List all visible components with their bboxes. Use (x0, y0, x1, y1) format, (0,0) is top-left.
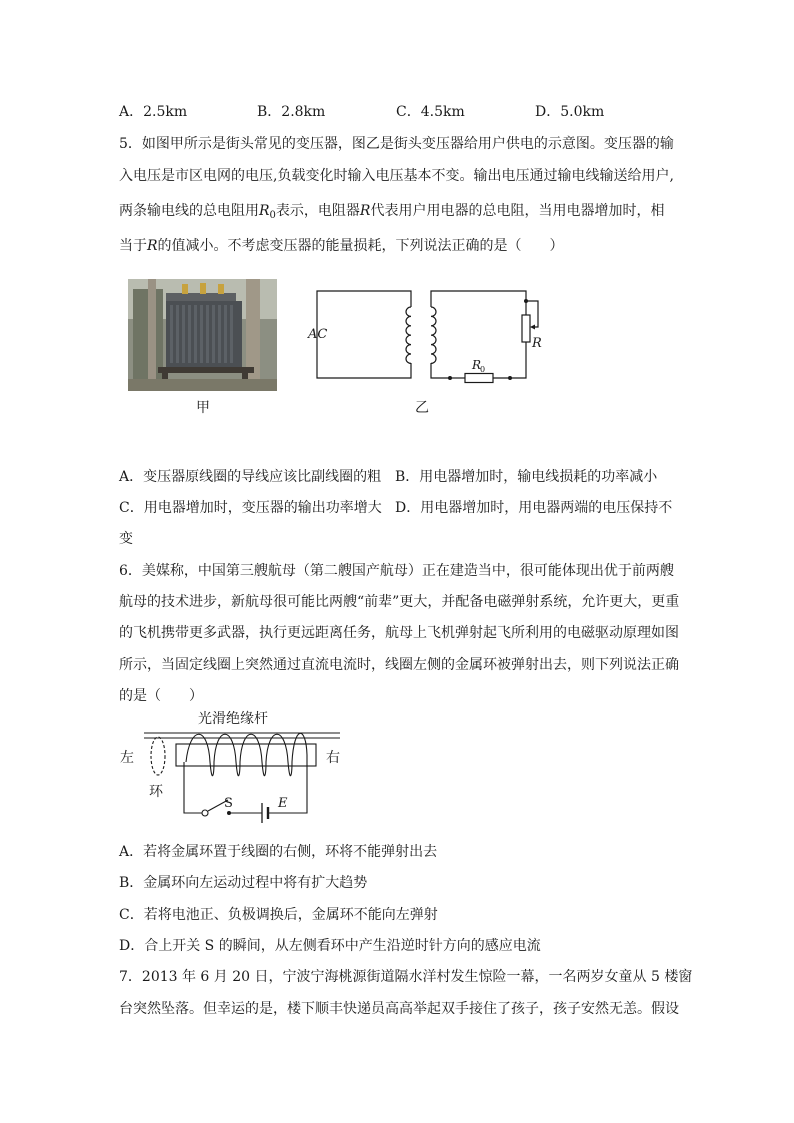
circuit-label-r: R (532, 336, 542, 351)
q4-option-b: B．2.8km (257, 104, 326, 120)
label-insulating-rod: 光滑绝缘杆 (198, 711, 268, 727)
q5-option-a: A．变压器原线圈的导线应该比副线圈的粗 (119, 469, 382, 485)
q6-option-c: C．若将电池正、负极调换后，金属环不能向左弹射 (119, 907, 438, 923)
q7-text-line-2: 台突然坠落。但幸运的是，楼下顺丰快递员高高举起双手接住了孩子，孩子安然无恙。假设 (119, 1001, 679, 1017)
transformer-photo (128, 279, 277, 391)
electromagnetic-launch-diagram (110, 705, 360, 833)
figure-label-yi: 乙 (415, 400, 429, 416)
label-switch-s: S (224, 796, 233, 811)
circuit-label-r0-subscript: 0 (480, 365, 486, 374)
q7-text-line-1: 7．2013 年 6 月 20 日，宁波宁海桃源街道隔水洋村发生惊险一幕，一名两岁女童从 5 楼窗 (119, 969, 693, 985)
q6-option-d: D．合上开关 S 的瞬间，从左侧看环中产生沿逆时针方向的感应电流 (119, 938, 541, 954)
circuit-label-r0: R (472, 358, 482, 372)
transformer-circuit-diagram (300, 285, 560, 387)
q5-option-b: B．用电器增加时，输电线损耗的功率减小 (395, 469, 658, 485)
q4-option-a: A．2.5km (119, 104, 188, 120)
label-ring: 环 (149, 784, 163, 800)
label-left: 左 (120, 750, 134, 766)
q6-text-line-2: 航母的技术进步，新航母很可能比两艘“前辈”更大，并配备电磁弹射系统，允许更大，更重 (119, 594, 680, 610)
q5-text-line-1: 5．如图甲所示是街头常见的变压器，图乙是街头变压器给用户供电的示意图。变压器的输 (119, 136, 674, 152)
circuit-label-ac: AC (308, 327, 328, 342)
q6-text-line-3: 的飞机携带更多武器，执行更远距离任务，航母上飞机弹射起飞所利用的电磁驱动原理如图 (119, 625, 679, 641)
q4-option-c: C．4.5km (396, 104, 465, 120)
q5-option-c: C．用电器增加时，变压器的输出功率增大 (119, 500, 382, 516)
q4-option-d: D．5.0km (535, 104, 605, 120)
q5-text-line-3: 两条输电线的总电阻用$R_0$表示，电阻器R代表用户用电器的总电阻，当用电器增加时，相 (119, 203, 665, 221)
q5-text-line-4: 当于R的值减小。不考虑变压器的能量损耗，下列说法正确的是（ ） (119, 238, 564, 254)
q5-option-d: D．用电器增加时，用电器两端的电压保持不 (395, 500, 673, 516)
q6-text-line-1: 6．美媒称，中国第三艘航母（第二艘国产航母）正在建造当中，很可能体现出优于前两艘 (119, 563, 674, 579)
q5-option-d-continued: 变 (119, 531, 133, 547)
q6-text-line-4: 所示，当固定线圈上突然通过直流电流时，线圈左侧的金属环被弹射出去，则下列说法正确 (119, 657, 679, 673)
label-battery-e: E (278, 796, 288, 811)
figure-label-jia: 甲 (196, 400, 210, 416)
q6-option-b: B．金属环向左运动过程中将有扩大趋势 (119, 875, 368, 891)
q6-text-line-5: 的是（ ） (119, 688, 203, 704)
q5-text-line-2: 入电压是市区电网的电压,负载变化时输入电压基本不变。输出电压通过输电线输送给用户, (119, 168, 674, 184)
label-right: 右 (326, 750, 340, 766)
q6-option-a: A．若将金属环置于线圈的右侧，环将不能弹射出去 (119, 844, 438, 860)
